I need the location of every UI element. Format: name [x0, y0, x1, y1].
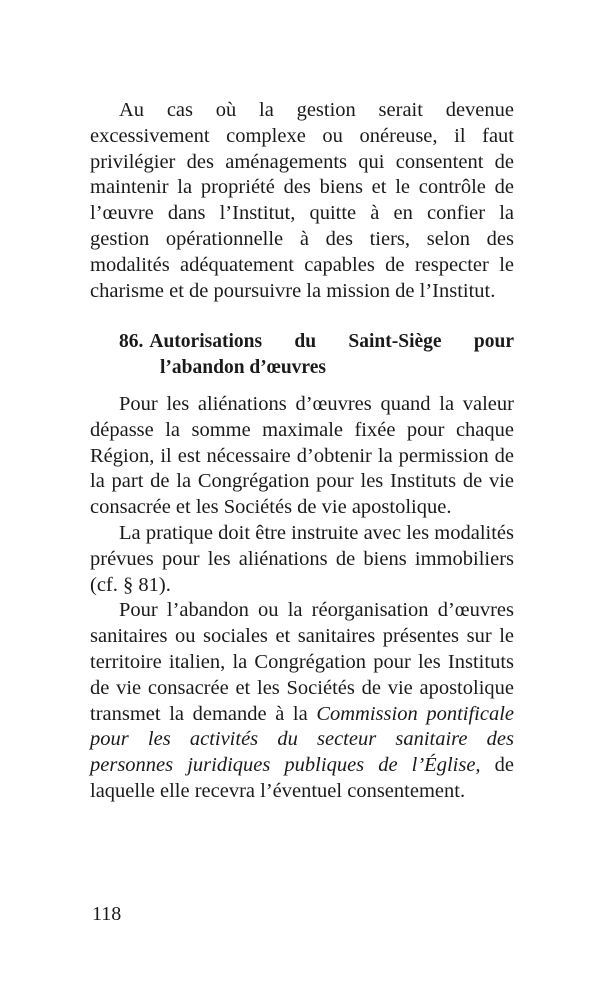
paragraph-4-text-start: Pour l’abandon ou la réorganisation d’œuvres sanitaires ou sociales et sanitaires présentes sur le territoire italien, la Congrégation pour les Instituts de vie consacrée et les Sociétés de vie apostolique transmet la demande à la	[90, 599, 514, 725]
commission-name: Commission pontificale pour les activités du secteur sanitaire des personnes juridiques publiques de l’Église,	[90, 702, 514, 777]
paragraph-2: Pour les aliénations d’œuvres quand la valeur dépasse la somme maximale fixée pour chaque Région, il est nécessaire d’obtenir la permission de la part de la Congrégation pour les Instituts de vie consacrée et les Sociétés de vie apostolique.	[90, 392, 514, 519]
paragraph-1: Au cas où la gestion serait devenue excessivement complexe ou onéreuse, il faut privilégier des aménagements qui consentent de maintenir la propriété des biens et le contrôle de l’œuvre dans l’Institut, quitte à en confier la gestion opérationnelle à des tiers, selon des modalités adéquatement capables de respecter le charisme et de poursuivre la mission de l’Institut.	[90, 99, 514, 302]
section-heading	[90, 329, 514, 381]
page-body	[90, 98, 514, 805]
section-title: Autorisations du Saint-Siège pour l’abandon d’œuvres	[149, 331, 514, 379]
paragraph-4-text-end: de laquelle elle recevra l’éventuel consentement.	[90, 754, 514, 802]
paragraph-4	[90, 598, 514, 804]
paragraph-3: La pratique doit être instruite avec les modalités prévues pour les aliénations de biens immobiliers (cf. § 81).	[90, 521, 514, 596]
section-number: 86.	[119, 331, 144, 353]
page-number: 118	[92, 903, 122, 925]
